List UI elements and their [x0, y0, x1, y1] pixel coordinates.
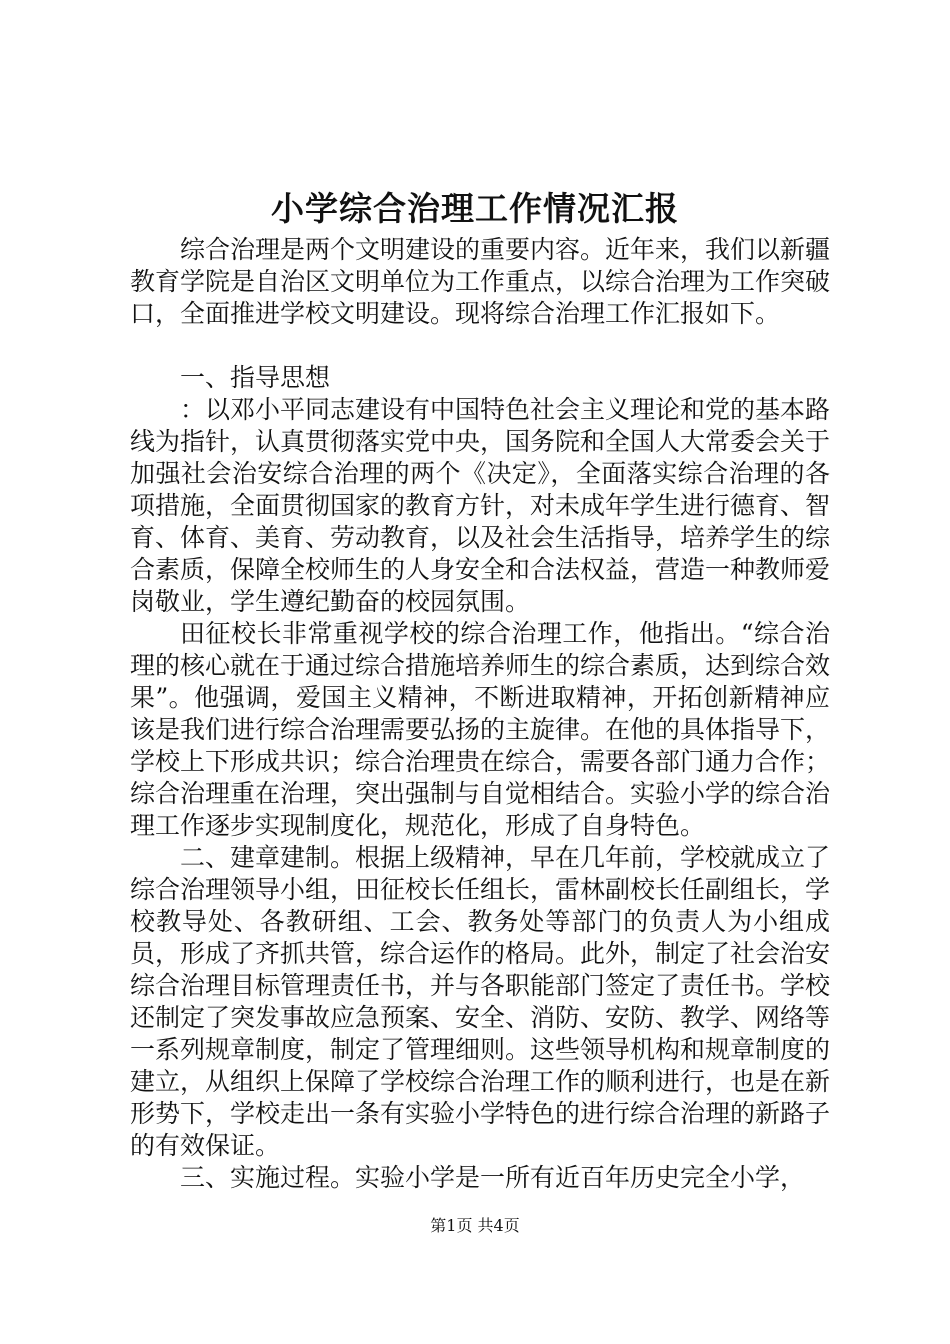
- paragraph-rules-system: 二、建章建制。根据上级精神，早在几年前，学校就成立了综合治理领导小组，田征校长任组长，雷林副校长任副组长，学校教导处、各教研组、工会、教务处等部门的负责人为小组成员，形成了齐抓共管，综合运作的格局。此外，制定了社会治安综合治理目标管理责任书，并与各职能部门签定了责任书。学校还制定了突发事故应急预案、安全、消防、安防、教学、网络等一系列规章制度，制定了管理细则。这些领导机构和规章制度的建立，从组织上保障了学校综合治理工作的顺利进行，也是在新形势下，学校走出一条有实验小学特色的进行综合治理的新路子的有效保证。: [130, 843, 831, 1160]
- paragraph-guiding-thought: ：以邓小平同志建设有中国特色社会主义理论和党的基本路线为指针，认真贯彻落实党中央，国务院和全国人大常委会关于加强社会治安综合治理的两个《决定》，全面落实综合治理的各项措施，全面贯彻国家的教育方针，对未成年学生进行德育、智育、体育、美育、劳动教育，以及社会生活指导，培养学生的综合素质，保障全校师生的人身安全和合法权益，营造一种教师爱岗敬业，学生遵纪勤奋的校园氛围。: [130, 395, 831, 616]
- paragraph-intro: 综合治理是两个文明建设的重要内容。近年来，我们以新疆教育学院是自治区文明单位为工作重点，以综合治理为工作突破口，全面推进学校文明建设。现将综合治理工作汇报如下。: [130, 235, 831, 328]
- page-footer: 第1页 共4页: [430, 1216, 520, 1235]
- paragraph-spacer: [130, 330, 830, 362]
- section-heading-guiding-thought: 一、指导思想: [180, 363, 331, 392]
- paragraph-implementation: 三、实施过程。实验小学是一所有近百年历史完全小学，: [180, 1163, 806, 1192]
- document-body: [130, 234, 830, 1194]
- paragraph-principal: 田征校长非常重视学校的综合治理工作，他指出。“综合治理的核心就在于通过综合措施培养师生的综合素质，达到综合效果”。他强调，爱国主义精神，不断进取精神，开拓创新精神应该是我们进行综合治理需要弘扬的主旋律。在他的具体指导下，学校上下形成共识；综合治理贵在综合，需要各部门通力合作；综合治理重在治理，突出强制与自觉相结合。实验小学的综合治理工作逐步实现制度化，规范化，形成了自身特色。: [130, 619, 831, 840]
- document-title: 小学综合治理工作情况汇报: [271, 189, 679, 228]
